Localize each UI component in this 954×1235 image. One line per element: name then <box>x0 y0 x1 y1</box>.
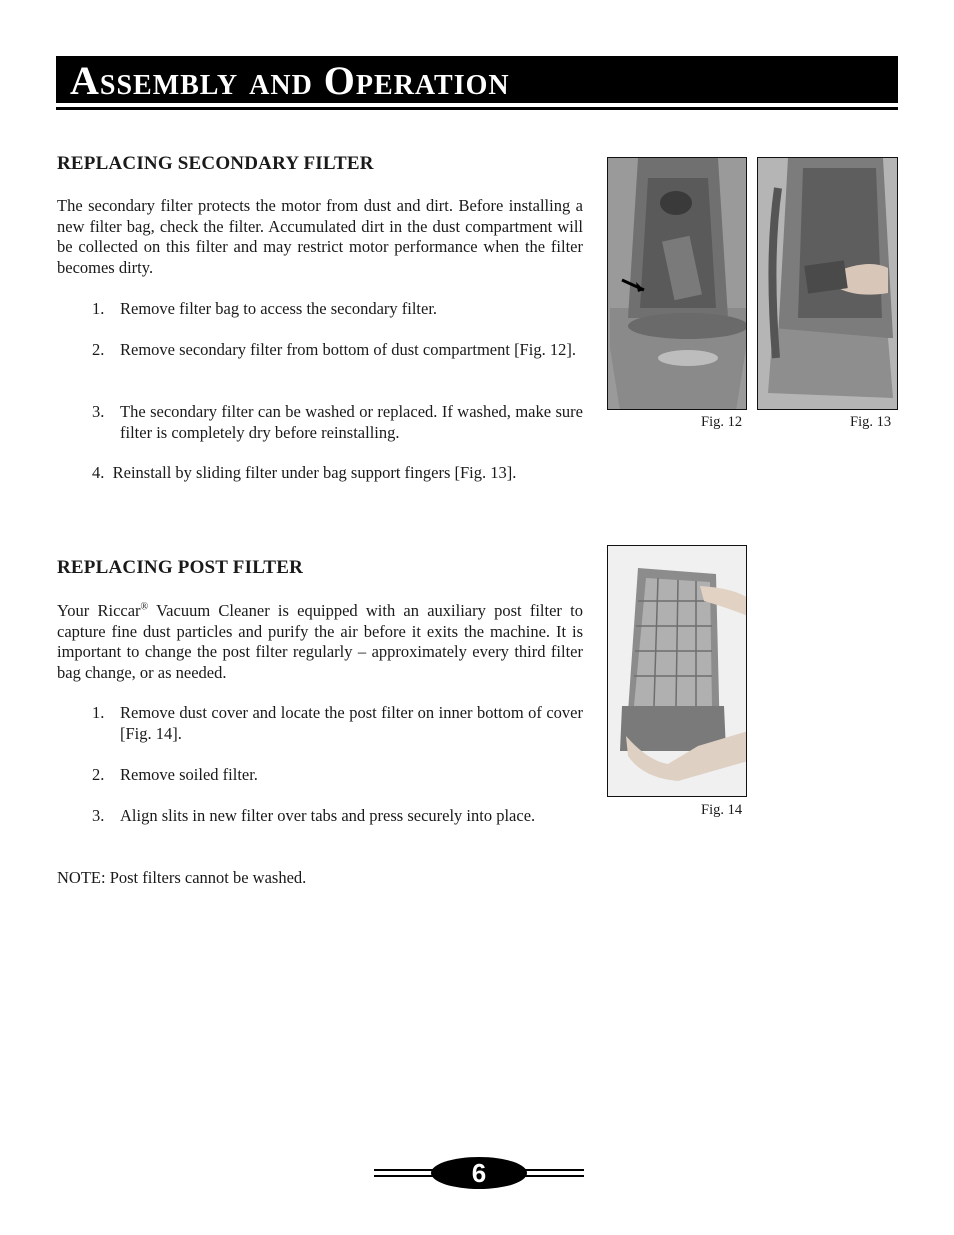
step-number: 1. <box>92 299 105 318</box>
page-number: 6 <box>431 1157 527 1189</box>
step-text: Remove filter bag to access the secondary filter. <box>120 299 438 318</box>
secondary-filter-heading: REPLACING SECONDARY FILTER <box>57 153 374 174</box>
step-number: 2. <box>92 340 105 359</box>
post-step-1 <box>92 703 583 744</box>
step-text: Reinstall by sliding filter under bag support fingers [Fig. 13]. <box>112 463 517 482</box>
figure-13-caption: Fig. 13 <box>850 414 892 430</box>
post-intro-start: Your Riccar <box>57 601 141 620</box>
post-filter-cover-illustration <box>608 546 747 797</box>
figure-14-caption: Fig. 14 <box>701 802 743 818</box>
figure-12-image <box>607 157 747 410</box>
step-text: Align slits in new filter over tabs and press securely into place. <box>120 806 536 825</box>
step-text: Remove soiled filter. <box>120 765 258 784</box>
secondary-filter-intro: The secondary filter protects the motor from dust and dirt. Before installing a new filter bag, check the filter. Accumulated dirt in the dust compartment will be collected on this filter and may restrict motor performance when the filter becomes dirty. <box>57 196 583 277</box>
post-step-2 <box>92 765 583 786</box>
figure-14-image <box>607 545 747 797</box>
step-text: Remove dust cover and locate the post filter on inner bottom of cover [Fig. 14]. <box>120 703 583 743</box>
post-step-3 <box>92 806 583 827</box>
post-intro-rest: Vacuum Cleaner is equipped with an auxiliary post filter to capture fine dust particles and purify the air before it exits the machine. It is important to change the post filter regularly – approximately every third filter bag change, or as needed. <box>57 601 583 682</box>
secondary-step-3 <box>92 402 583 443</box>
page-title: Assembly and Operation <box>70 58 510 103</box>
step-text: The secondary filter can be washed or replaced. If washed, make sure filter is completely dry before reinstalling. <box>120 402 583 442</box>
step-number: 2. <box>92 765 105 784</box>
step-number: 4. <box>92 463 105 482</box>
figure-12-caption: Fig. 12 <box>701 414 743 430</box>
secondary-step-2 <box>92 340 583 361</box>
secondary-step-4 <box>57 463 583 484</box>
figure-13-image <box>757 157 898 410</box>
post-filter-heading: REPLACING POST FILTER <box>57 557 303 578</box>
post-filter-intro <box>57 601 583 683</box>
step-number: 3. <box>92 806 105 825</box>
post-filter-note: NOTE: Post filters cannot be washed. <box>57 868 307 887</box>
step-text: Remove secondary filter from bottom of dust compartment [Fig. 12]. <box>120 340 576 359</box>
secondary-step-1 <box>92 299 583 320</box>
header-bar <box>56 56 898 103</box>
filter-insertion-illustration <box>758 158 898 410</box>
header-rule <box>56 107 898 110</box>
vacuum-compartment-illustration <box>608 158 747 410</box>
step-number: 1. <box>92 703 105 722</box>
registered-mark: ® <box>140 601 149 613</box>
step-number: 3. <box>92 402 105 421</box>
